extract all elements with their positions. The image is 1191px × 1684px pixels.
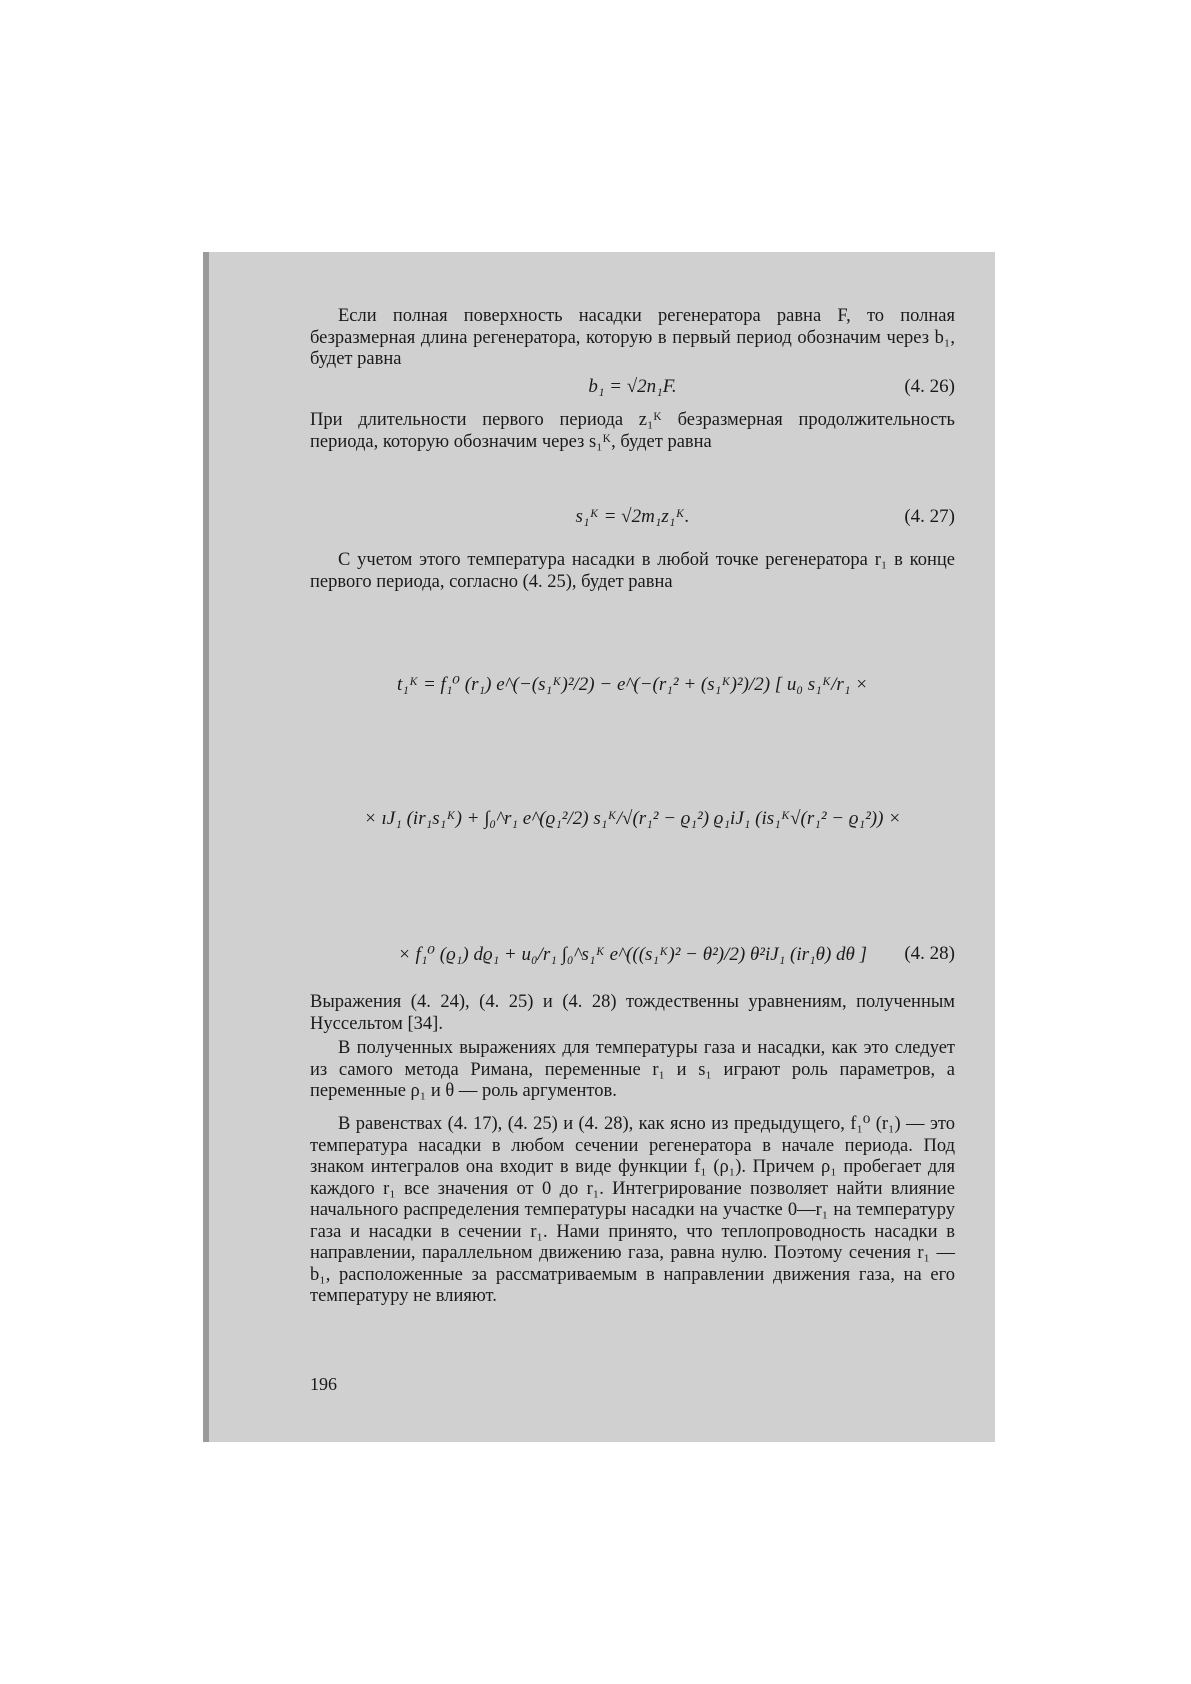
equation-4-28-line-2: × ıJ₁ (ir₁s₁ᴷ) + ∫₀^r₁ e^(ϱ₁²/2) s₁ᴷ/√(r₁² − ϱ₁²) ϱ₁iJ₁ (is₁ᴷ√(r₁² − ϱ₁²)) × [363,808,902,829]
scanned-page [203,252,995,1442]
paragraph-5-text: В полученных выражениях для температуры газа и насадки, как это следует из самого метода Римана, переменные r₁ и s₁ играют роль параметров, а переменные ρ₁ и θ — роль аргументов. [310,1038,955,1101]
equation-4-27 [310,506,955,536]
equation-4-27-body: s₁ᴷ = √2m₁z₁ᴷ. [575,506,690,527]
equation-4-28-line-1: t₁ᴷ = f₁⁰ (r₁) e^(−(s₁ᴷ)²/2) − e^(−(r₁² + (s₁ᴷ)²)/2) [ u₀ s₁ᴷ/r₁ × [396,674,869,695]
paragraph-6 [310,1114,955,1308]
equation-4-28-number: (4. 28) [904,943,955,964]
equation-4-26-number: (4. 26) [904,376,955,397]
paragraph-1-text: Если полная поверхность насадки регенератора равна F, то полная безразмерная длина регенератора, которую в первый период обозначим через b₁, будет равна [310,306,955,369]
paragraph-5 [310,1038,955,1103]
equation-4-26 [310,376,955,406]
paragraph-2-text: При длительности первого периода z₁ᴷ безразмерная продолжительность периода, которую обозначим через s₁ᴷ, будет равна [310,410,955,452]
equation-4-27-number: (4. 27) [904,506,955,527]
paragraph-3 [310,550,955,593]
paragraph-2 [310,410,955,453]
paragraph-4 [310,992,955,1035]
equation-4-26-body: b₁ = √2n₁F. [588,376,677,397]
equation-4-28-line-3: × f₁⁰ (ϱ₁) dϱ₁ + u₀/r₁ ∫₀^s₁ᴷ e^(((s₁ᴷ)² − θ²)/2) θ²iJ₁ (ir₁θ) dθ ] [397,944,868,965]
paragraph-4-text: Выражения (4. 24), (4. 25) и (4. 28) тождественны уравнениям, полученным Нуссельтом [34]. [310,992,955,1034]
paragraph-1 [310,306,955,371]
paragraph-3-text: С учетом этого температура насадки в любой точке регенератора r₁ в конце первого периода, согласно (4. 25), будет равна [310,550,955,592]
paragraph-6-text: В равенствах (4. 17), (4. 25) и (4. 28), как ясно из предыдущего, f₁⁰ (r₁) — это температура насадки в любом сечении регенератора в начале периода. Под знаком интегралов она входит в виде функции f₁ (ρ₁). Причем ρ₁ пробегает для каждого r₁ все значения от 0 до r₁. Интегрирование позволяет найти влияние начального распределения температуры насадки на участке 0—r₁ на температуру газа и насадки в сечении r₁. Нами принято, что теплопроводность насадки в направлении, параллельном движению газа, равна нулю. Поэтому сечения r₁ — b₁, расположенные за рассматриваемым в направлении движения газа, на его температуру не влияют. [310,1114,955,1306]
page-number: 196 [310,1374,337,1394]
